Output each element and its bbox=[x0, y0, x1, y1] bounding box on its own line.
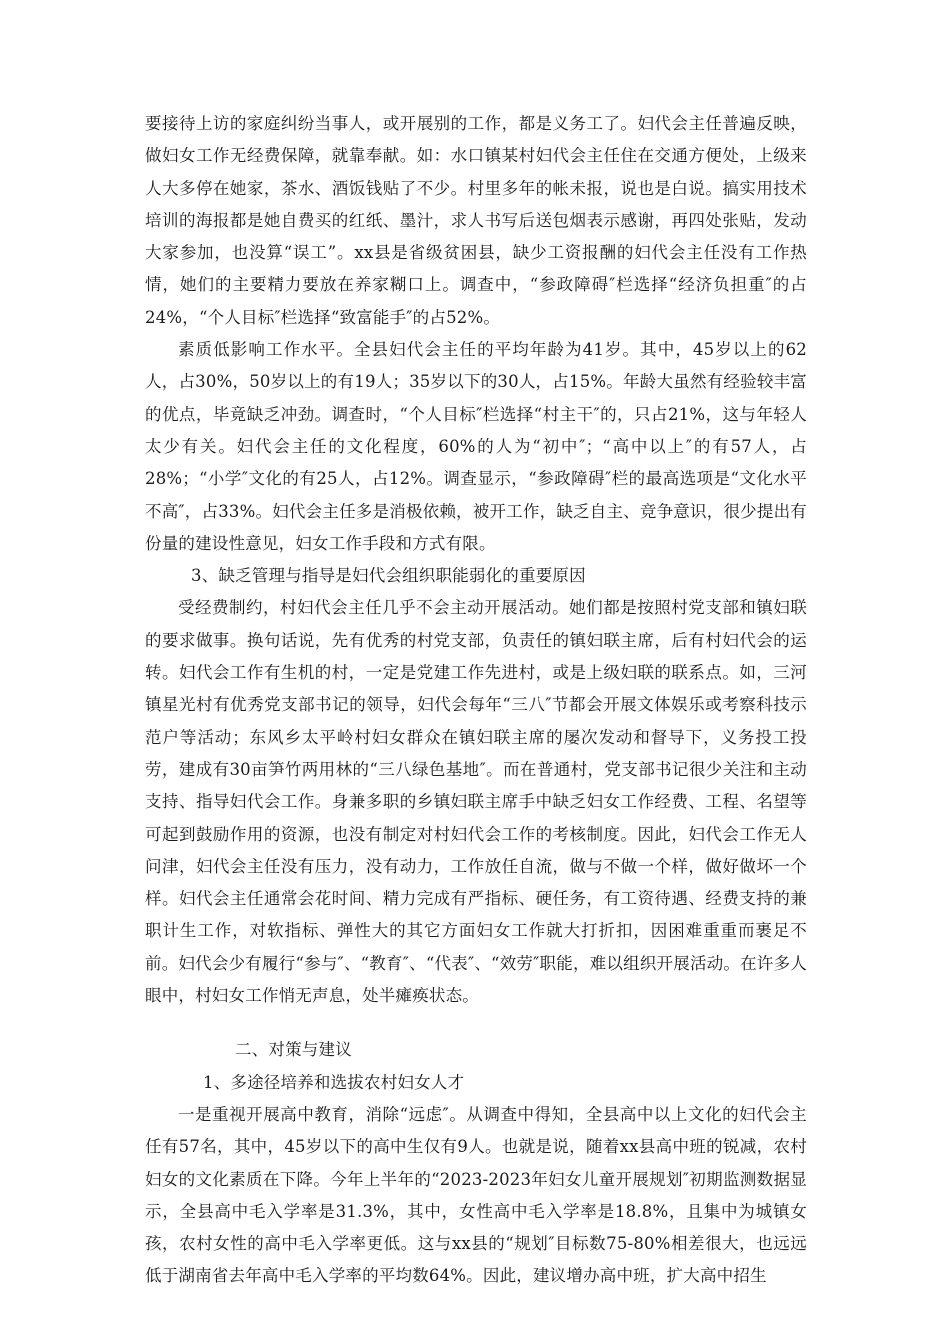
document-page bbox=[145, 108, 807, 1293]
section-heading-3: 3、缺乏管理与指导是妇代会组织职能弱化的重要原因 bbox=[191, 566, 586, 586]
section-heading-countermeasures: 二、对策与建议 bbox=[235, 1040, 352, 1060]
paragraph-management: 受经费制约，村妇代会主任几乎不会主动开展活动。她们都是按照村党支部和镇妇联的要求做事。换句话说，先有优秀的村党支部，负责任的镇妇联主席，后有村妇代会的运转。妇代会工作有生机的村，一定是党建工作先进村，或是上级妇联的联系点。如，三河镇星光村有优秀党支部书记的领导，妇代会每年“三八″节都会开展文体娱乐或考察科技示范户等活动；东风乡太平岭村妇女群众在镇妇联主席的屡次发动和督导下，义务投工投劳，建成有30亩笋竹两用林的“三八绿色基地″。而在普通村，党支部书记很少关注和主动支持、指导妇代会工作。身兼多职的乡镇妇联主席手中缺乏妇女工作经费、工程、名望等可起到鼓励作用的资源，也没有制定对村妇代会工作的考核制度。因此，妇代会工作无人问津，妇代会主任没有压力，没有动力，工作放任自流，做与不做一个样，做好做坏一个样。妇代会主任通常会花时间、精力完成有严指标、硬任务，有工资待遇、经费支持的兼职计生工作，对软指标、弹性大的其它方面妇女工作就大打折扣，因困难重重而裹足不前。妇代会少有履行“参与″、“教育″、“代表″、“效劳″职能，难以组织开展活动。在许多人眼中，村妇女工作悄无声息，处半瘫痪状态。 bbox=[145, 598, 807, 1006]
paragraph-education: 一是重视开展高中教育，消除“远虑″。从调查中得知，全县高中以上文化的妇代会主任有57名，其中，45岁以下的高中生仅有9人。也就是说，随着xx县高中班的锐减，农村妇女的文化素质在下降。今年上半年的“2023-2023年妇女儿童开展规划″初期监测数据显示，全县高中毛入学率是31.3%，其中，女性高中毛入学率是18.8%，且集中为城镇女孩，农村女性的高中毛入学率更低。这与xx县的“规划″目标数75-80%相差很大，也远远低于湖南省去年高中毛入学率的平均数64%。因此，建议增办高中班，扩大高中招生 bbox=[145, 1104, 807, 1286]
paragraph-quality: 素质低影响工作水平。全县妇代会主任的平均年龄为41岁。其中，45岁以上的62人，占30%，50岁以上的有19人；35岁以下的30人，占15%。年龄大虽然有经验较丰富的优点，毕竟缺乏冲劲。调查时，“个人目标″栏选择“村主干″的，只占21%，这与年轻人太少有关。妇代会主任的文化程度，60%的人为“初中″；“高中以上″的有57人，占28%；“小学″文化的有25人，占12%。调查显示，“参政障碍″栏的最高选项是“文化水平不高″，占33%。妇代会主任多是消极依赖，被开工作，缺乏自主、竞争意识，很少提出有份量的建设性意见，妇女工作手段和方式有限。 bbox=[145, 340, 807, 553]
paragraph-continued: 要接待上访的家庭纠纷当事人，或开展别的工作，都是义务工了。妇代会主任普遍反映，做妇女工作无经费保障，就靠奉献。如：水口镇某村妇代会主任住在交通方便处，上级来人大多停在她家，茶水、酒饭钱贴了不少。村里多年的帐未报，说也是白说。搞实用技术培训的海报都是她自费买的红纸、墨汁，求人书写后送包烟表示感谢，再四处张贴，发动大家参加，也没算“误工”。xx县是省级贫困县，缺少工资报酬的妇代会主任没有工作热情，她们的主要精力要放在养家糊口上。调查中，“参政障碍″栏选择“经济负担重″的占24%，“个人目标″栏选择“致富能手″的占52%。 bbox=[145, 114, 807, 327]
section-heading-1: 1、多途径培养和选拔农村妇女人才 bbox=[203, 1072, 465, 1092]
